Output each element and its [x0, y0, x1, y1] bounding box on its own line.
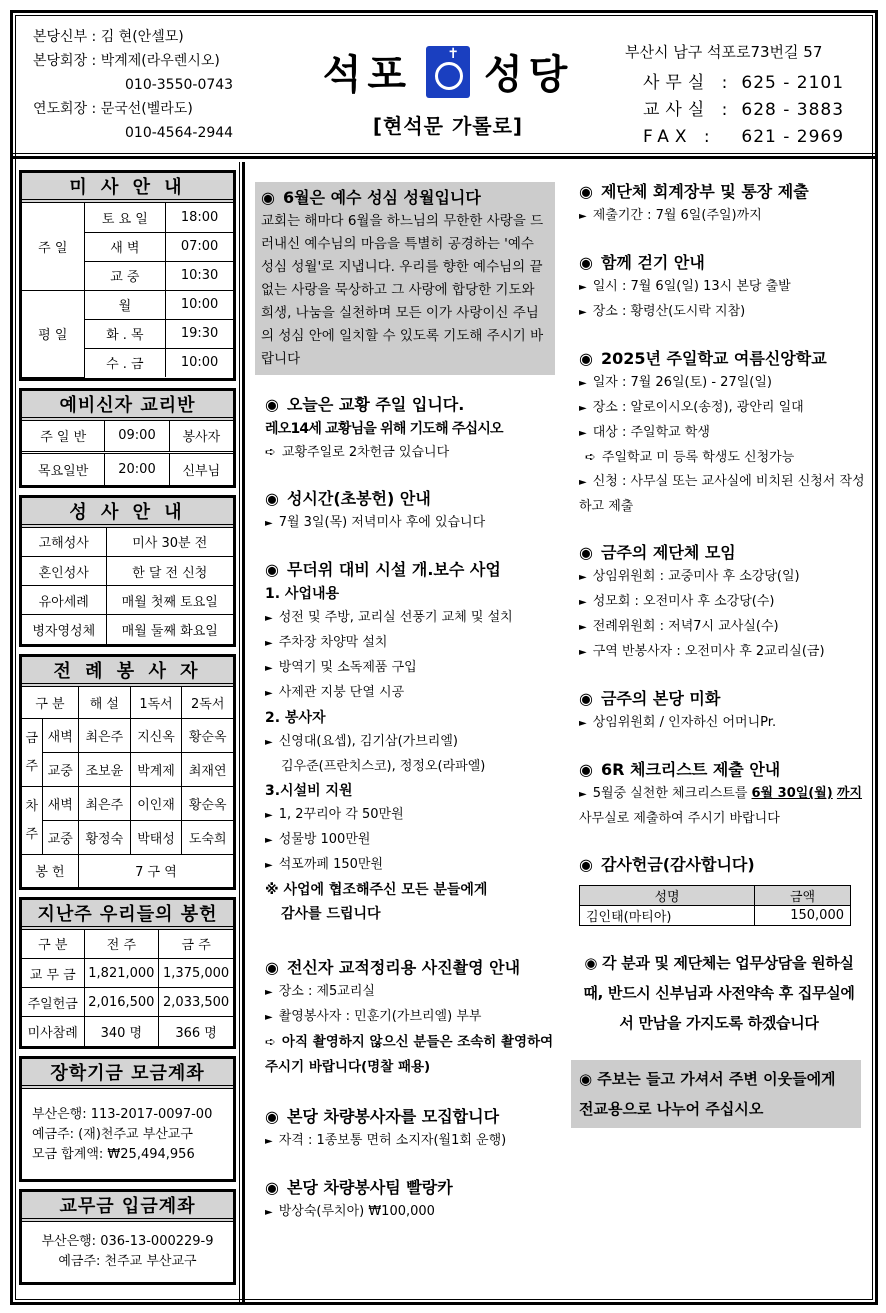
bullet-icon: ◉	[265, 489, 279, 508]
scholarship-title: 장학기금 모금계좌	[22, 1059, 233, 1089]
liturgy-ministers-title: 전 례 봉 사 자	[22, 657, 233, 687]
pointer-icon: ►	[579, 647, 587, 658]
clergy-info	[33, 25, 233, 145]
pointer-icon: ►	[265, 737, 273, 748]
bullet-icon: ◉	[579, 543, 593, 562]
pointer-icon: ►	[265, 1136, 273, 1147]
table-row: 김인태(마티아) 150,000	[580, 906, 851, 926]
pointer-icon: ►	[579, 428, 587, 439]
pointer-icon: ►	[579, 282, 587, 293]
bulletin-share-notice: ◉ 주보는 들고 가셔서 주변 이웃들에게 전교용으로 나누어 주십시오	[571, 1060, 861, 1128]
bullet-icon: ◉	[579, 349, 593, 368]
president: 본당회장 : 박계제(라우렌시오)	[33, 53, 220, 69]
title-left: 석포	[322, 52, 412, 98]
contact-teachers: 교사실 : 628 - 3883	[643, 100, 845, 120]
yeondo-president: 연도회장 : 문국선(벨라도)	[33, 101, 193, 117]
bullet-icon: ◉	[265, 395, 279, 414]
pointer-icon: ►	[579, 403, 587, 414]
contact-fax: FAX : 621 - 2969	[643, 127, 845, 147]
pointer-icon: ►	[265, 663, 273, 674]
pope-sunday-notice: ◉ 오늘은 교황 주일 입니다. 레오14세 교황님을 위해 기도해 주십시오 ➪ 교황주일로 2차헌금 있습니다	[265, 395, 503, 460]
walk-notice: ◉ 함께 걷기 안내 ► 일시 : 7월 6일(일) 13시 본당 출발 ► 장소 : 황령산(도시락 지참)	[579, 253, 791, 319]
pointer-icon: ►	[579, 477, 587, 488]
photo-notice: ◉ 전신자 교적정리용 사진촬영 안내 ► 장소 : 제5교리실 ► 촬영봉사자 : 민훈기(가브리엘) 부부 ➪ 아직 촬영하지 않으신 분들은 조속히 촬영하여 주시기 바랍니다(명찰 패용)	[265, 958, 554, 1075]
right-column	[571, 162, 875, 1302]
liturgy-ministers-box	[19, 654, 236, 890]
mass-schedule-table: 주 일 토 요 일 18:00 새 벽 07:00 교 중 10:30 평 일 월 10:00 화 . 목 19:30 수 . 금 10:00	[22, 203, 233, 378]
catechumen-title: 예비신자 교리반	[22, 391, 233, 421]
arrow-right-icon: ➪	[265, 1035, 276, 1050]
offerings-table: 구 분 전 주 금 주 교 무 금 1,821,000 1,375,000 주일헌금 2,016,500 2,033,500 미사참례 340 명 366 명	[22, 930, 233, 1046]
middle-column	[251, 162, 567, 1302]
scholarship-account: 부산은행: 113-2017-0097-00 예금주: (재)천주교 부산교구 모금 합계액: ₩25,494,956	[32, 1106, 213, 1162]
thanks-offering: ◉ 감사헌금(감사합니다) 성명 금액 김인태(마티아) 150,000	[579, 853, 875, 926]
arrow-right-icon: ➪	[585, 450, 596, 465]
pointer-icon: ►	[579, 378, 587, 389]
checklist-notice: ◉ 6R 체크리스트 제출 안내 ► 5월중 실천한 체크리스트를 6월 30일(월) 까지 사무실로 제출하여 주시기 바랍니다	[579, 760, 863, 826]
sacraments-box	[19, 495, 236, 647]
bullet-icon: ◉	[265, 1178, 279, 1197]
pastor: 본당신부 : 김 현(안셀모)	[33, 29, 184, 45]
pointer-icon: ►	[579, 622, 587, 633]
header	[13, 13, 875, 159]
meetings-notice: ◉ 금주의 제단체 모임 ► 상임위원회 : 교중미사 후 소강당(일) ► 성모회 : 오전미사 후 소강당(수) ► 전례위원회 : 저녁7시 교사실(수) ► 구역 반봉사자 : 오전미사 후 2교리실(금)	[579, 543, 825, 659]
pointer-icon: ►	[579, 211, 587, 222]
bullet-icon: ◉	[579, 182, 593, 201]
address: 부산시 남구 석포로73번길 57	[625, 43, 823, 61]
sacraments-table: 고해성사 미사 30분 전 혼인성사 한 달 전 신청 유아세례 매월 첫째 토요일 병자영성체 매월 둘째 화요일	[22, 528, 233, 644]
holy-hour-notice: ◉ 성시간(초봉헌) 안내 ► 7월 3일(목) 저녁미사 후에 있습니다	[265, 489, 486, 530]
consultation-notice: ◉ 각 분과 및 제단체는 업무상담을 원하실 때, 반드시 신부님과 사전약속 후 집무실에서 만남을 가지도록 하겠습니다	[583, 954, 855, 1032]
checklist-deadline: 6월 30일(월)	[751, 786, 833, 801]
liturgy-ministers-table: 구 분 해 설 1독서 2독서 금주 새벽 최은주 지신옥 황순옥 교중 조보윤 박계제 최재연 차주 새벽 최은주 이인재 황순옥 교중 황정숙 박태성 도숙희 봉 헌 7 구 역	[22, 687, 233, 887]
pointer-icon: ►	[265, 613, 273, 624]
bullet-icon: ◉	[579, 855, 593, 874]
drivers-notice: ◉ 본당 차량봉사자를 모집합니다 ► 자격 : 1종보통 면허 소지자(월1회 운행)	[265, 1107, 507, 1148]
pointer-icon: ►	[579, 718, 587, 729]
bullet-icon: ◉	[579, 689, 593, 708]
bullet-icon: ◉	[579, 760, 593, 779]
pointer-icon: ►	[265, 987, 273, 998]
left-column	[13, 162, 245, 1302]
sacraments-title: 성 사 안 내	[22, 498, 233, 528]
thanks-table: 성명 금액 김인태(마티아) 150,000	[579, 885, 851, 926]
summer-school-notice: ◉ 2025년 주일학교 여름신앙학교 ► 일자 : 7월 26일(토) - 27일(일) ► 장소 : 알로이시오(송정), 광안리 일대 ► 대상 : 주일학교 학생 ➪ 주일학교 미 등록 학생도 신청가능 ► 신청 : 사무실 또는 교사실에 비치된 신청서 작성하고 제출	[579, 349, 865, 514]
mass-schedule-title: 미 사 안 내	[22, 173, 233, 203]
red-car-notice: ◉ 본당 차량봉사팀 빨랑카 ► 방상숙(루치아) ₩100,000	[265, 1178, 453, 1219]
bullet-icon: ◉	[265, 1107, 279, 1126]
catechumen-table: 주 일 반 09:00 봉사자 목요일반 20:00 신부님	[22, 421, 233, 485]
pointer-icon: ►	[265, 810, 273, 821]
pointer-icon: ►	[265, 1207, 273, 1218]
pointer-icon: ►	[265, 1012, 273, 1023]
catechumen-box	[19, 388, 236, 488]
offerings-box	[19, 897, 236, 1049]
pointer-icon: ►	[579, 789, 587, 800]
tithe-account: 부산은행: 036-13-000229-9 예금주: 천주교 부산교구	[41, 1233, 214, 1269]
bullet-icon: ◉	[579, 253, 593, 272]
pointer-icon: ►	[265, 835, 273, 846]
scholarship-box	[19, 1056, 236, 1182]
pointer-icon: ►	[265, 518, 273, 529]
ledger-notice: ◉ 제단체 회계장부 및 통장 제출 ► 제출기간 : 7월 6일(주일)까지	[579, 182, 809, 223]
heat-facility-notice: ◉ 무더위 대비 시설 개.보수 사업 1. 사업내용 ► 성전 및 주방, 교리실 선풍기 교체 및 설치 ► 주차장 차양막 설치 ► 방역기 및 소독제품 구입 ► 사제관 지붕 단열 시공 2. 봉사자 ► 신영대(요셉), 김기삼(가브리엘) 김우준(프란치스코), 정정오(라파엘) 3.시설비 지원 ► 1, 2꾸리아 각 50만원 ► 성물방 100만원 ► 석포까페 150만원 ※ 사업에 협조해주신 모든 분들에게 감사를 드립니다	[265, 560, 513, 922]
sacred-heart-notice: ◉ 6월은 예수 성심 성월입니다 교회는 해마다 6월을 하느님의 무한한 사랑을 드러내신 예수님의 마음을 특별히 공경하는 '예수 성심 성월'로 지냅니다. 우리를 향한 예수님의 끝없는 사랑을 묵상하고 그 사랑에 합당한 기도와 희생, 나눔을 실천하며 모든 이가 사랑이신 주님의 성심 안에 일치할 수 있도록 기도해 주시기 바랍니다	[255, 182, 555, 375]
offerings-title: 지난주 우리들의 봉헌	[22, 900, 233, 930]
church-logo-icon	[426, 46, 470, 98]
president-phone: 010-3550-0743	[125, 77, 234, 93]
mass-schedule-box	[19, 170, 236, 381]
contact-info	[621, 41, 844, 151]
flowers-notice: ◉ 금주의 본당 미화 ► 상임위원회 / 인자하신 어머니Pr.	[579, 689, 777, 730]
pointer-icon: ►	[579, 307, 587, 318]
bulletin-page	[10, 10, 878, 1305]
bullet-icon: ◉	[265, 958, 279, 977]
tithe-box	[19, 1189, 236, 1285]
church-title	[313, 43, 583, 139]
yeondo-phone: 010-4564-2944	[125, 125, 234, 141]
pointer-icon: ►	[265, 638, 273, 649]
pointer-icon: ►	[265, 860, 273, 871]
pointer-icon: ►	[265, 688, 273, 699]
tithe-title: 교무금 입금계좌	[22, 1192, 233, 1222]
pointer-icon: ►	[579, 597, 587, 608]
title-right: 성당	[484, 52, 574, 98]
bullet-icon: ◉	[261, 188, 275, 207]
patron-saint: [현석문 가롤로]	[372, 114, 524, 138]
contact-office: 사무실 : 625 - 2101	[643, 73, 845, 93]
bullet-icon: ◉	[265, 560, 279, 579]
arrow-right-icon: ➪	[265, 445, 276, 460]
pointer-icon: ►	[579, 572, 587, 583]
